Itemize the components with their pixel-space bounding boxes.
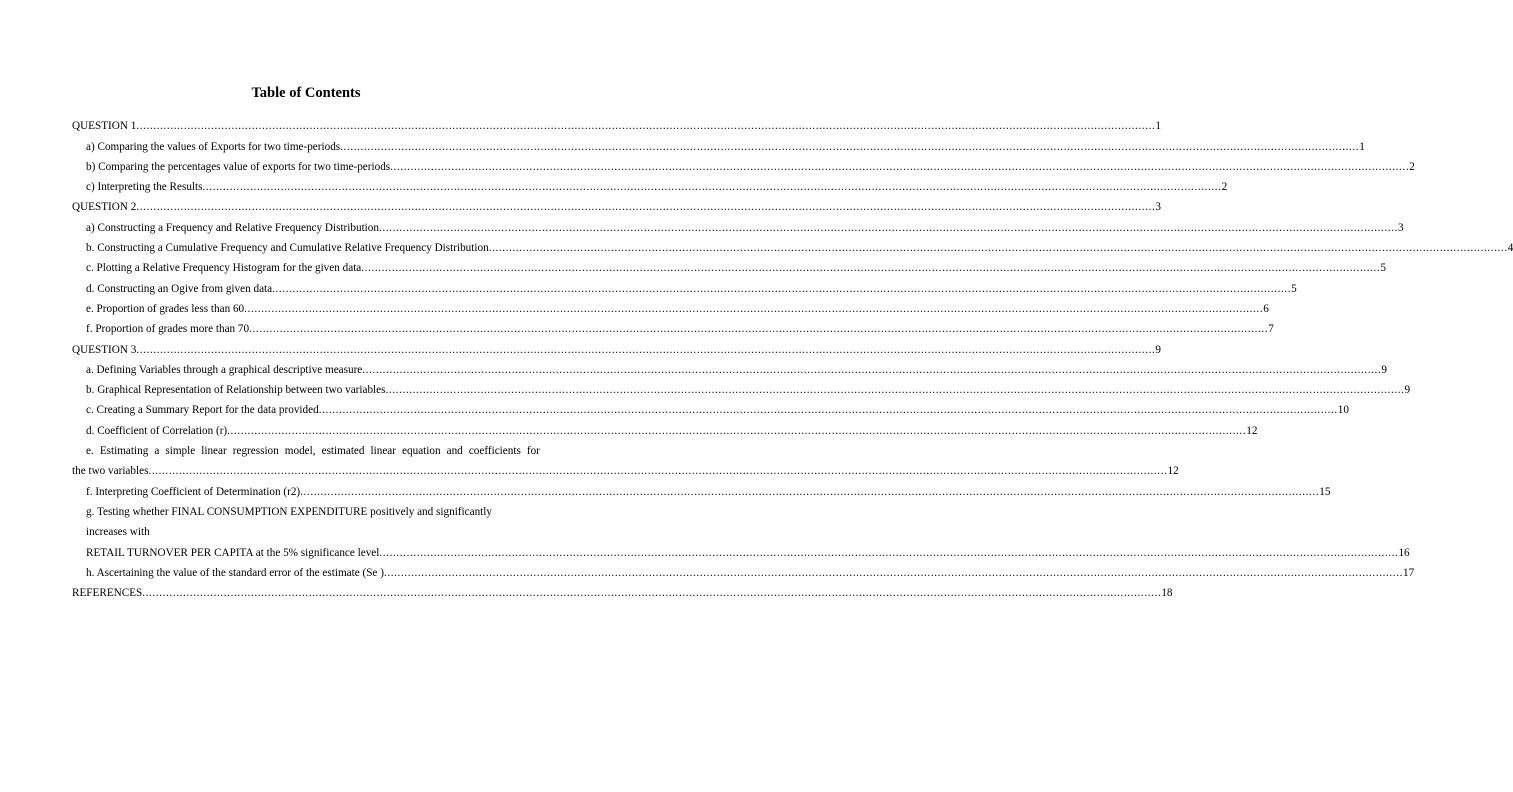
toc-page-number: 6 xyxy=(1263,302,1269,315)
toc-entry-3h[interactable] xyxy=(72,560,1415,580)
toc-page-number: 12 xyxy=(1246,424,1258,437)
dot-leader: ............................................................................................................................................................................................................................................................................................................ xyxy=(136,201,1156,214)
toc-page-number: 12 xyxy=(1167,465,1179,478)
dot-leader: ............................................................................................................................................................................................................................................................................................................ xyxy=(148,465,1168,478)
toc-entry-text-continued: the two variables xyxy=(72,465,149,478)
toc-page-number: 15 xyxy=(1319,485,1331,498)
toc-page-number: 9 xyxy=(1381,363,1387,376)
toc-entry-text: a) Comparing the values of Exports for two time-periods xyxy=(86,140,341,153)
toc-entry-text: f. Proportion of grades more than 70 xyxy=(86,323,250,336)
toc-entry-text: e. Proportion of grades less than 60 xyxy=(86,302,245,315)
toc-entry-text: REFERENCES xyxy=(72,587,143,600)
dot-leader: ............................................................................................................................................................................................................................................................................................................ xyxy=(244,302,1264,315)
toc-entry-text-continued: RETAIL TURNOVER PER CAPITA at the 5% significance level xyxy=(86,546,380,559)
toc-page-number: 16 xyxy=(1398,546,1410,559)
dot-leader: ............................................................................................................................................................................................................................................................................................................ xyxy=(340,140,1360,153)
toc-entry-text: a) Constructing a Frequency and Relative Frequency Distribution xyxy=(86,221,379,234)
toc-page-number: 9 xyxy=(1155,343,1161,356)
dot-leader: ............................................................................................................................................................................................................................................................................................................ xyxy=(378,221,1399,234)
dot-leader: ............................................................................................................................................................................................................................................................................................................ xyxy=(362,363,1382,376)
toc-page-number: 1 xyxy=(1359,140,1365,153)
toc-entry-3c[interactable] xyxy=(72,397,1349,417)
toc-entry-text-continued: increases with xyxy=(86,526,150,539)
dot-leader: ............................................................................................................................................................................................................................................................................................................ xyxy=(142,587,1162,600)
dot-leader: ............................................................................................................................................................................................................................................................................................................ xyxy=(379,546,1399,559)
toc-entry-3a[interactable] xyxy=(72,357,1387,377)
table-of-contents xyxy=(72,113,1513,600)
toc-entry-text: c. Creating a Summary Report for the data provided xyxy=(86,404,319,417)
dot-leader: ............................................................................................................................................................................................................................................................................................................ xyxy=(318,404,1338,417)
toc-entry-3g-line1[interactable] xyxy=(72,499,540,519)
toc-page-number: 2 xyxy=(1409,160,1415,173)
toc-page-number: 17 xyxy=(1402,566,1415,579)
toc-entry-1a[interactable] xyxy=(72,133,1365,153)
toc-entry-2f[interactable] xyxy=(72,316,1274,336)
toc-page-number: 9 xyxy=(1404,384,1411,397)
toc-entry-text: b. Constructing a Cumulative Frequency and Cumulative Relative Frequency Distribution xyxy=(86,242,489,255)
toc-entry-text: g. Testing whether FINAL CONSUMPTION EXPENDITURE positively and significantly xyxy=(86,505,492,518)
dot-leader: ............................................................................................................................................................................................................................................................................................................ xyxy=(272,282,1292,295)
toc-entry-text: f. Interpreting Coefficient of Determination (r2) xyxy=(86,485,301,498)
dot-leader: ............................................................................................................................................................................................................................................................................................................ xyxy=(249,323,1269,336)
toc-entry-3d[interactable] xyxy=(72,417,1258,437)
dot-leader: ............................................................................................................................................................................................................................................................................................................ xyxy=(488,242,1508,255)
toc-entry-references[interactable] xyxy=(72,580,1173,600)
toc-entry-1c[interactable] xyxy=(72,174,1228,194)
toc-page-number: 18 xyxy=(1161,587,1173,600)
toc-entry-text: c) Interpreting the Results xyxy=(86,181,203,194)
toc-entry-3e-line1[interactable] xyxy=(72,438,540,458)
toc-entry-3b[interactable] xyxy=(72,377,1411,397)
toc-entry-text: h. Ascertaining the value of the standard error of the estimate (Se ) xyxy=(86,566,384,579)
toc-entry-text: QUESTION 3 xyxy=(72,343,137,356)
toc-entry-text: d. Coefficient of Correlation (r) xyxy=(86,424,228,437)
toc-entry-text: d. Constructing an Ogive from given data xyxy=(86,282,273,295)
toc-page-number: 2 xyxy=(1221,181,1228,194)
toc-page-number: 4 xyxy=(1507,242,1513,255)
dot-leader: ............................................................................................................................................................................................................................................................................................................ xyxy=(202,181,1222,194)
dot-leader: ............................................................................................................................................................................................................................................................................................................ xyxy=(300,485,1320,498)
toc-entry-3f[interactable] xyxy=(72,478,1331,498)
toc-entry-2d[interactable] xyxy=(72,275,1297,295)
toc-entry-text: b) Comparing the percentages value of exports for two time-periods xyxy=(86,160,391,173)
toc-page-number: 5 xyxy=(1291,282,1297,295)
toc-page-number: 5 xyxy=(1380,262,1386,275)
toc-page-number: 3 xyxy=(1398,221,1404,234)
toc-entry-text: a. Defining Variables through a graphical descriptive measure xyxy=(86,363,363,376)
toc-entry-3e-line2[interactable] xyxy=(72,458,1179,478)
toc-entry-text: e. Estimating a simple linear regression model, estimated linear equation and coefficients for xyxy=(86,445,540,458)
toc-entry-1b[interactable] xyxy=(72,154,1415,174)
toc-entry-text: c. Plotting a Relative Frequency Histogram for the given data xyxy=(86,262,362,275)
dot-leader: ............................................................................................................................................................................................................................................................................................................ xyxy=(361,262,1381,275)
toc-page-number: 7 xyxy=(1268,323,1274,336)
toc-entry-text: b. Graphical Representation of Relationship between two variables xyxy=(86,384,386,397)
toc-entry-question-1[interactable] xyxy=(72,113,1161,133)
dot-leader: ............................................................................................................................................................................................................................................................................................................ xyxy=(383,566,1403,579)
toc-entry-text: QUESTION 2 xyxy=(72,201,137,214)
toc-entry-2a[interactable] xyxy=(72,214,1404,234)
toc-page-number: 1 xyxy=(1155,120,1161,133)
toc-entry-text: QUESTION 1 xyxy=(72,120,137,133)
toc-title: Table of Contents xyxy=(251,85,361,101)
toc-entry-2c[interactable] xyxy=(72,255,1386,275)
toc-entry-question-2[interactable] xyxy=(72,194,1161,214)
dot-leader: ............................................................................................................................................................................................................................................................................................................ xyxy=(390,160,1410,173)
toc-entry-3g-line3[interactable] xyxy=(72,539,1410,559)
dot-leader: ............................................................................................................................................................................................................................................................................................................ xyxy=(136,120,1156,133)
dot-leader: ............................................................................................................................................................................................................................................................................................................ xyxy=(227,424,1247,437)
toc-entry-2b[interactable] xyxy=(72,235,1513,255)
dot-leader: ............................................................................................................................................................................................................................................................................................................ xyxy=(385,384,1405,397)
toc-page-number: 3 xyxy=(1155,201,1161,214)
dot-leader: ............................................................................................................................................................................................................................................................................................................ xyxy=(136,343,1156,356)
toc-entry-question-3[interactable] xyxy=(72,336,1161,356)
toc-entry-2e[interactable] xyxy=(72,296,1269,316)
toc-page-number: 10 xyxy=(1337,404,1349,417)
toc-entry-3g-line2[interactable] xyxy=(72,519,540,539)
